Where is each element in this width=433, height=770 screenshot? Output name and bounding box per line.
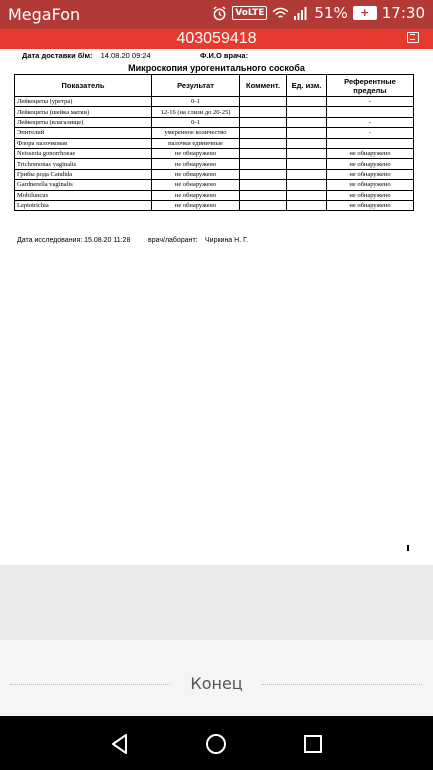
cell-indicator: Лейкоциты (влагалище) <box>15 117 152 127</box>
cell-comment <box>240 138 287 148</box>
cell-unit <box>287 97 327 107</box>
header-comment: Коммент. <box>240 75 287 97</box>
cell-comment <box>240 117 287 127</box>
cell-reference: не обнаружено <box>327 180 414 190</box>
cell-result: не обнаружено <box>152 148 240 158</box>
cell-indicator: Neisseria gonorrhoeae <box>15 148 152 158</box>
cell-result: не обнаружено <box>152 169 240 179</box>
cell-reference: - <box>327 97 414 107</box>
signal-icon <box>294 7 309 20</box>
cell-indicator: Эпителий <box>15 128 152 138</box>
cell-reference: не обнаружено <box>327 200 414 210</box>
home-icon[interactable] <box>205 733 227 755</box>
cell-unit <box>287 200 327 210</box>
cell-comment <box>240 159 287 169</box>
document-title-bar <box>0 29 433 49</box>
cell-comment <box>240 148 287 158</box>
end-marker <box>0 672 433 696</box>
cell-unit <box>287 138 327 148</box>
cell-reference: не обнаружено <box>327 148 414 158</box>
table-row <box>15 169 414 179</box>
back-icon[interactable] <box>109 733 131 755</box>
cell-indicator: Mobiluncus <box>15 190 152 200</box>
lab-assistant-name: Чиркина Н. Г. <box>205 237 248 244</box>
status-icons <box>212 4 425 22</box>
cell-reference: - <box>327 117 414 127</box>
study-date <box>17 237 130 244</box>
cell-comment <box>240 200 287 210</box>
cell-comment <box>240 190 287 200</box>
battery-percent: 51% <box>314 4 348 22</box>
text-cursor-mark <box>407 545 409 551</box>
cell-reference <box>327 138 414 148</box>
cell-unit <box>287 148 327 158</box>
table-row <box>15 148 414 158</box>
cell-reference: не обнаружено <box>327 159 414 169</box>
cell-reference: - <box>327 128 414 138</box>
alarm-icon <box>212 6 227 21</box>
clock: 17:30 <box>381 4 425 22</box>
cell-result: не обнаружено <box>152 190 240 200</box>
table-row <box>15 128 414 138</box>
results-table <box>14 74 414 211</box>
cell-comment <box>240 97 287 107</box>
cell-unit <box>287 117 327 127</box>
document-menu-icon[interactable] <box>407 32 419 43</box>
battery-charging-icon: + <box>353 6 377 20</box>
recents-icon[interactable] <box>302 733 324 755</box>
cell-indicator: Trichomonas vaginalis <box>15 159 152 169</box>
cell-comment <box>240 128 287 138</box>
table-row <box>15 159 414 169</box>
cell-result: не обнаружено <box>152 200 240 210</box>
table-row <box>15 138 414 148</box>
table-row <box>15 200 414 210</box>
header-result: Результат <box>152 75 240 97</box>
table-row <box>15 190 414 200</box>
cell-indicator: Лейкоциты (шейка матки) <box>15 107 152 117</box>
study-date-label: Дата исследования: <box>17 237 83 244</box>
status-bar <box>0 0 433 29</box>
header-indicator: Показатель <box>15 75 152 97</box>
cell-result: палочки единичные <box>152 138 240 148</box>
end-label: Конец <box>190 674 243 693</box>
cell-indicator: Лейкоциты (уретра) <box>15 97 152 107</box>
table-row <box>15 117 414 127</box>
table-row <box>15 97 414 107</box>
table-row <box>15 180 414 190</box>
cell-unit <box>287 180 327 190</box>
page-gap <box>0 565 433 640</box>
delivery-date <box>22 51 151 60</box>
carrier-name: MegaFon <box>8 5 81 24</box>
cell-unit <box>287 128 327 138</box>
cell-indicator: Gardnerella vaginalis <box>15 180 152 190</box>
cell-reference: не обнаружено <box>327 190 414 200</box>
cell-unit <box>287 190 327 200</box>
section-title: Микроскопия урогенитального соскоба <box>128 63 305 73</box>
cell-result: не обнаружено <box>152 159 240 169</box>
header-unit: Ед. изм. <box>287 75 327 97</box>
cell-indicator: Флора палочковая <box>15 138 152 148</box>
cell-reference: не обнаружено <box>327 169 414 179</box>
cell-indicator: Грибы рода Candida <box>15 169 152 179</box>
wifi-icon <box>272 7 289 20</box>
cell-unit <box>287 107 327 117</box>
doctor-name-label: Ф.И.О врача: <box>200 51 249 60</box>
delivery-date-label: Дата доставки б/м: <box>22 51 93 60</box>
cell-result: 0-1 <box>152 97 240 107</box>
cell-result: 12-16 (на слизи до 20-25) <box>152 107 240 117</box>
table-header-row <box>15 75 414 97</box>
cell-indicator: Leptotrichia <box>15 200 152 210</box>
table-row <box>15 107 414 117</box>
system-navigation-bar <box>0 716 433 770</box>
cell-comment <box>240 107 287 117</box>
cell-result: умеренное количество <box>152 128 240 138</box>
document-title: 403059418 <box>176 30 257 47</box>
lab-assistant-label: врач/лаборант: <box>148 237 198 244</box>
cell-reference <box>327 107 414 117</box>
cell-comment <box>240 169 287 179</box>
header-reference: Референтные пределы <box>327 75 414 97</box>
cell-result: 0-1 <box>152 117 240 127</box>
cell-comment <box>240 180 287 190</box>
cell-unit <box>287 169 327 179</box>
cell-unit <box>287 159 327 169</box>
volte-icon: VoLTE <box>232 6 267 20</box>
delivery-date-value: 14.08.20 09:24 <box>100 51 151 60</box>
study-date-value: 15.08.20 11:28 <box>84 237 131 244</box>
cell-result: не обнаружено <box>152 180 240 190</box>
